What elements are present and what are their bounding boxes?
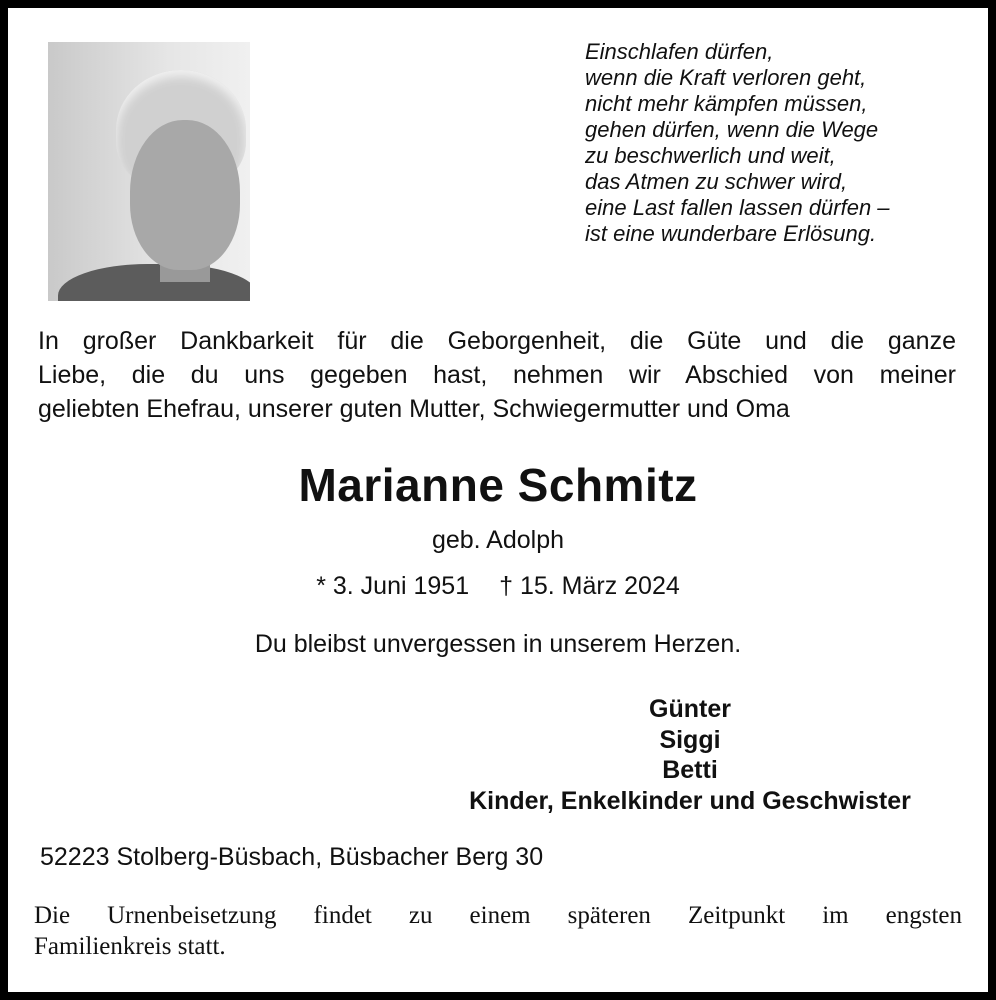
mourner-family: Kinder, Enkelkinder und Geschwister <box>469 786 911 815</box>
mourner-name: Betti <box>662 756 718 784</box>
life-dates <box>0 572 996 601</box>
burial-notice <box>34 900 962 962</box>
birth-name: geb. Adolph <box>431 526 565 554</box>
birth-date: * 3. Juni 1951 <box>316 572 470 600</box>
remembrance-line: Du bleibst unvergessen in unserem Herzen. <box>254 630 742 658</box>
address: 52223 Stolberg-Büsbach, Büsbacher Berg 30 <box>40 843 544 871</box>
notice-line: Die Urnenbeisetzung findet zu einem späteren Zeitpunkt im engsten <box>34 902 962 929</box>
poem-line: gehen dürfen, wenn die Wege <box>585 117 879 142</box>
mourner-name: Siggi <box>659 725 721 754</box>
poem-line: wenn die Kraft verloren geht, <box>585 65 867 90</box>
intro-line: geliebten Ehefrau, unserer guten Mutter, Schwiegermutter und Oma <box>38 395 790 423</box>
intro-text <box>38 324 956 426</box>
notice-line: Familienkreis statt. <box>34 933 226 960</box>
poem-line: das Atmen zu schwer wird, <box>585 169 848 194</box>
death-date: † 15. März 2024 <box>499 572 680 600</box>
mourners <box>430 694 950 816</box>
poem-line: ist eine wunderbare Erlösung. <box>585 221 877 246</box>
poem-line: eine Last fallen lassen dürfen – <box>585 195 890 220</box>
mourner-name: Günter <box>649 695 731 723</box>
deceased-name: Marianne Schmitz <box>298 459 698 511</box>
poem <box>585 39 890 247</box>
intro-line: Liebe, die du uns gegeben hast, nehmen wir Abschied von meiner <box>38 361 956 389</box>
poem-line: zu beschwerlich und weit, <box>585 143 836 168</box>
poem-line: nicht mehr kämpfen müssen, <box>585 91 868 116</box>
intro-line: In großer Dankbarkeit für die Geborgenheit, die Güte und die ganze <box>38 327 956 355</box>
portrait-photo <box>48 42 250 301</box>
poem-line: Einschlafen dürfen, <box>585 39 774 64</box>
